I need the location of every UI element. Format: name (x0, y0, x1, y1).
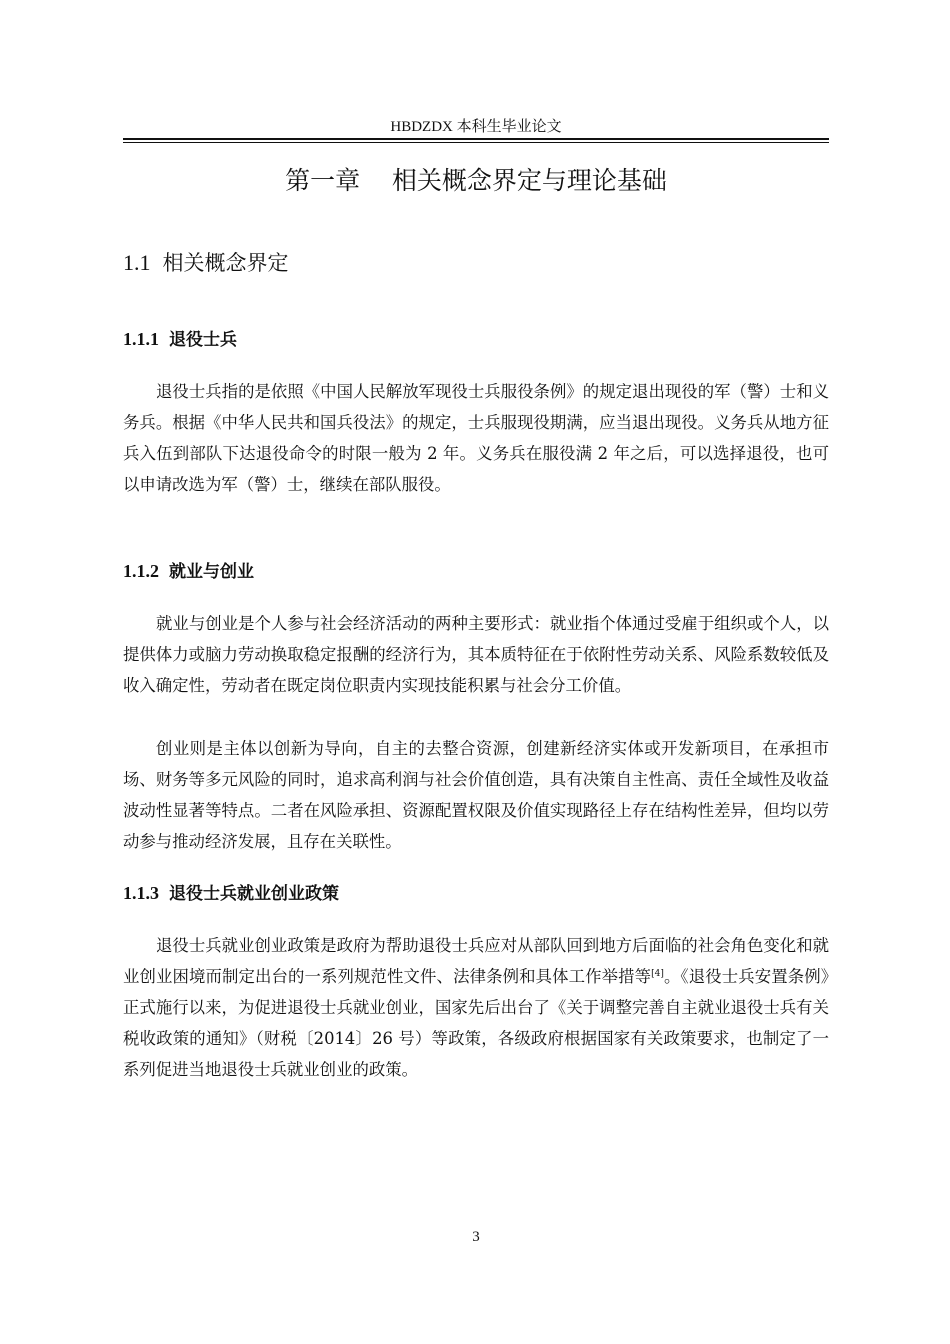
running-header: HBDZDX 本科生毕业论文 (390, 119, 562, 135)
paragraph: 创业则是主体以创新为导向，自主的去整合资源，创建新经济实体或开发新项目，在承担市场、财务等多元风险的同时，追求高利润与社会价值创造，具有决策自主性高、责任全域性及收益波动性显著等特点。二者在风险承担、资源配置权限及价值实现路径上存在结构性差异，但均以劳动参与推动经济发展，且存在关联性。 (123, 739, 829, 851)
paragraph-text: 退役士兵就业创业政策是政府为帮助退役士兵应对从部队回到地方后面临的社会角色变化和就业创业困境而制定出台的一系列规范性文件、法律条例和具体工作举措等 (123, 936, 829, 986)
subsection-heading-1-1-1 (123, 328, 237, 351)
section-title: 相关概念界定 (162, 251, 289, 275)
page-number: 3 (472, 1229, 480, 1245)
subsection-heading-1-1-2 (123, 560, 254, 583)
subsection-number: 1.1.1 (123, 329, 159, 349)
paragraph: 就业与创业是个人参与社会经济活动的两种主要形式：就业指个体通过受雇于组织或个人，以提供体力或脑力劳动换取稳定报酬的经济行为，其本质特征在于依附性劳动关系、风险系数较低及收入确定性，劳动者在既定岗位职责内实现技能积累与社会分工价值。 (123, 614, 829, 695)
header-rule (123, 138, 829, 140)
subsection-title: 就业与创业 (169, 562, 254, 582)
subsection-title: 退役士兵 (169, 330, 237, 350)
subsection-number: 1.1.2 (123, 561, 159, 581)
citation-reference[interactable]: [4] (651, 969, 664, 979)
section-number: 1.1 (123, 250, 151, 275)
chapter-title: 第一章 相关概念界定与理论基础 (285, 166, 667, 195)
header-rule-thin (123, 142, 829, 143)
subsection-heading-1-1-3 (123, 882, 339, 905)
paragraph: 退役士兵指的是依照《中国人民解放军现役士兵服役条例》的规定退出现役的军（警）士和义务兵。根据《中华人民共和国兵役法》的规定，士兵服现役期满，应当退出现役。义务兵从地方征兵入伍到部队下达退役命令的时限一般为 2 年。义务兵在服役满 2 年之后，可以选择退役，也可以申请改选为军（警）士，继续在部队服役。 (123, 382, 829, 494)
paragraph-text: 。《退役士兵安置条例》正式施行以来，为促进退役士兵就业创业，国家先后出台了《关于调整完善自主就业退役士兵有关税收政策的通知》（财税〔2014〕26 号）等政策，各级政府根据国家有关政策要求，也制定了一系列促进当地退役士兵就业创业的政策。 (123, 967, 829, 1079)
subsection-title: 退役士兵就业创业政策 (169, 884, 339, 904)
subsection-number: 1.1.3 (123, 883, 159, 903)
paragraph (123, 930, 829, 1085)
section-heading-1-1 (123, 250, 289, 276)
